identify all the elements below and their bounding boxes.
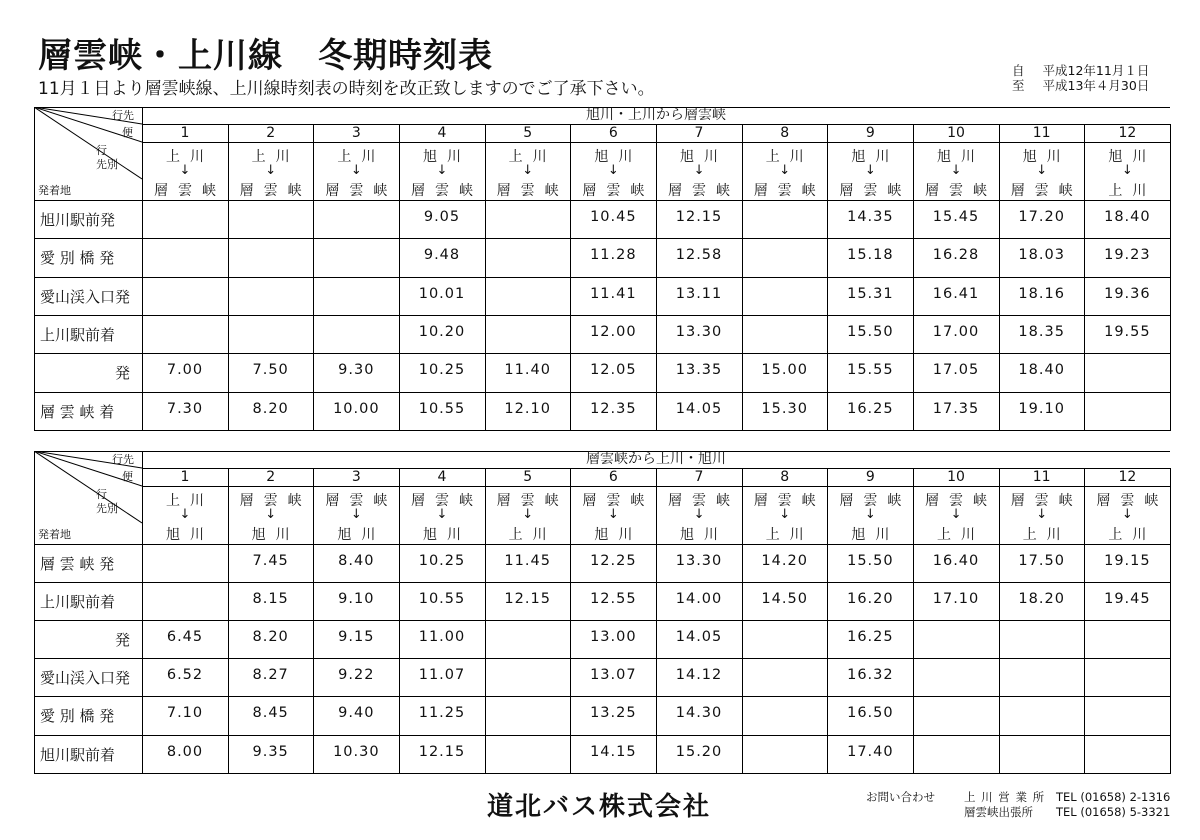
time-cell: 17.05	[932, 362, 980, 379]
direction-cell	[142, 142, 228, 200]
direction-from: 上川	[166, 493, 214, 509]
office-name: 層雲峡出張所	[964, 805, 1033, 819]
stop-label: 上川駅前着	[40, 326, 116, 345]
arrow-down-icon: ↓	[864, 507, 876, 522]
direction-from: 旭川	[680, 149, 729, 165]
stop-label: 旭川駅前着	[40, 745, 116, 764]
direction-cell	[228, 142, 314, 200]
direction-cell	[485, 486, 571, 544]
direction-cell	[742, 142, 828, 200]
time-cell: 6.52	[166, 667, 204, 684]
validity-period	[1012, 63, 1149, 93]
origin-destination-label: 発着地	[38, 528, 71, 541]
bin-number: 7	[694, 125, 704, 141]
bin-number: 6	[608, 125, 618, 141]
arrow-down-icon: ↓	[779, 163, 791, 178]
time-cell: 7.00	[166, 362, 204, 379]
bin-number: 2	[266, 469, 276, 485]
time-cell: 19.45	[1104, 591, 1151, 608]
arrow-down-icon: ↓	[522, 163, 534, 178]
line-type-label: 行	[96, 488, 107, 501]
bin-label: 便	[122, 470, 133, 483]
time-cell: 8.20	[252, 629, 289, 646]
direction-cell	[313, 486, 399, 544]
stop-label: 旭川駅前発	[40, 211, 116, 230]
direction-cell	[399, 486, 485, 544]
direction-to: 層雲峡	[582, 183, 655, 199]
bin-number: 5	[523, 469, 533, 485]
arrow-down-icon: ↓	[179, 163, 191, 178]
time-cell: 14.12	[675, 667, 723, 684]
time-cell: 12.15	[675, 209, 723, 226]
direction-from: 層雲峡	[325, 493, 398, 509]
direction-to: 旭川	[337, 527, 386, 543]
arrow-down-icon: ↓	[950, 163, 962, 178]
time-cell: 14.30	[675, 705, 723, 722]
stop-label: 愛 別 橋 発	[40, 707, 115, 726]
bin-number: 4	[437, 469, 447, 485]
time-cell: 10.45	[590, 209, 637, 226]
direction-cell	[570, 142, 656, 200]
validity-to-label: 至	[1012, 78, 1025, 93]
bin-number: 8	[780, 125, 790, 141]
line-type-label: 行	[96, 144, 107, 157]
time-cell: 17.10	[932, 591, 980, 608]
bin-number: 11	[1032, 469, 1051, 485]
time-cell: 12.15	[504, 591, 551, 608]
destination-label: 行先	[112, 453, 134, 466]
time-cell: 8.40	[338, 553, 375, 570]
stop-label: 発	[114, 631, 130, 650]
time-cell: 14.35	[847, 209, 894, 226]
time-cell: 18.35	[1018, 324, 1065, 341]
time-cell: 18.40	[1018, 362, 1065, 379]
time-cell: 13.35	[675, 362, 723, 379]
time-cell: 10.25	[418, 362, 466, 379]
bin-number: 2	[266, 125, 276, 141]
page-title: 層雲峡・上川線 冬期時刻表	[38, 36, 493, 76]
direction-cell	[485, 142, 571, 200]
direction-from: 旭川	[1108, 149, 1157, 165]
time-cell: 16.40	[932, 553, 980, 570]
bin-number: 6	[608, 469, 618, 485]
direction-to: 層雲峡	[668, 183, 741, 199]
direction-to: 上川	[1108, 183, 1157, 199]
direction-from: 旭川	[1022, 149, 1071, 165]
time-cell: 11.25	[418, 705, 466, 722]
time-cell: 10.25	[418, 553, 466, 570]
time-cell: 10.00	[333, 400, 380, 417]
time-cell: 15.50	[847, 324, 894, 341]
time-cell: 9.05	[423, 209, 461, 226]
time-cell: 12.15	[418, 743, 466, 760]
line-type-label: 先別	[96, 158, 118, 171]
direction-to: 層雲峡	[325, 183, 398, 199]
direction-from: 旭川	[423, 149, 471, 165]
arrow-down-icon: ↓	[693, 163, 705, 178]
direction-from: 旭川	[937, 149, 986, 165]
time-cell: 19.15	[1104, 553, 1151, 570]
arrow-down-icon: ↓	[1121, 163, 1133, 178]
direction-from: 上川	[251, 149, 300, 165]
direction-from: 層雲峡	[1010, 493, 1083, 509]
direction-to: 層雲峡	[753, 183, 826, 199]
arrow-down-icon: ↓	[522, 507, 534, 522]
direction-cell	[742, 486, 828, 544]
direction-to: 旭川	[166, 527, 214, 543]
bin-number: 3	[351, 469, 361, 485]
time-cell: 12.00	[590, 324, 637, 341]
bin-number: 8	[780, 469, 790, 485]
direction-cell	[827, 486, 913, 544]
bin-number: 1	[180, 469, 190, 485]
timetable-from-sounkyo	[34, 451, 1170, 773]
direction-to: 上川	[1108, 527, 1157, 543]
time-cell: 7.10	[166, 705, 204, 722]
stop-label: 層 雲 峡 着	[40, 402, 115, 421]
arrow-down-icon: ↓	[436, 507, 448, 522]
time-cell: 12.10	[504, 400, 551, 417]
time-cell: 15.00	[761, 362, 808, 379]
time-cell: 15.18	[847, 247, 894, 264]
validity-from-label: 自	[1012, 63, 1025, 78]
bin-number: 12	[1118, 469, 1137, 485]
direction-cell	[827, 142, 913, 200]
time-cell: 12.05	[590, 362, 637, 379]
direction-from: 層雲峡	[925, 493, 998, 509]
direction-to: 層雲峡	[154, 183, 226, 199]
time-cell: 8.00	[166, 743, 204, 760]
bin-number: 10	[947, 469, 965, 485]
bin-number: 5	[523, 125, 533, 141]
time-cell: 16.20	[847, 591, 894, 608]
time-cell: 13.07	[590, 667, 637, 684]
time-cell: 10.01	[418, 285, 466, 302]
arrow-down-icon: ↓	[265, 163, 277, 178]
direction-from: 上川	[508, 149, 557, 165]
contact-info	[866, 790, 1170, 820]
direction-to: 旭川	[423, 527, 471, 543]
direction-to: 上川	[1022, 527, 1071, 543]
contact-label: お問い合わせ	[866, 790, 935, 804]
stop-label: 愛山渓入口発	[40, 669, 131, 688]
direction-from: 層雲峡	[1096, 493, 1169, 509]
time-cell: 14.50	[761, 591, 808, 608]
direction-from: 層雲峡	[411, 493, 483, 509]
time-cell: 15.20	[675, 743, 723, 760]
time-cell: 14.20	[761, 553, 808, 570]
direction-from: 上川	[337, 149, 386, 165]
time-cell: 9.15	[338, 629, 375, 646]
direction-to: 層雲峡	[496, 183, 569, 199]
time-cell: 11.07	[418, 667, 466, 684]
validity-to-date: 平成13年４月30日	[1042, 78, 1150, 93]
arrow-down-icon: ↓	[864, 163, 876, 178]
direction-to: 上川	[765, 527, 814, 543]
bin-number: 9	[865, 469, 875, 485]
time-cell: 9.40	[338, 705, 375, 722]
time-cell: 14.05	[675, 629, 723, 646]
direction-to: 旭川	[680, 527, 729, 543]
direction-cell	[999, 142, 1085, 200]
direction-to: 旭川	[594, 527, 643, 543]
time-cell: 12.35	[590, 400, 637, 417]
time-cell: 15.50	[847, 553, 894, 570]
time-cell: 11.28	[590, 247, 637, 264]
direction-cell	[142, 486, 228, 544]
direction-to: 上川	[937, 527, 986, 543]
office-tel: TEL (01658) 5-3321	[1056, 805, 1171, 819]
time-cell: 16.32	[847, 667, 894, 684]
direction-cell	[1084, 486, 1170, 544]
destination-label: 行先	[112, 109, 134, 122]
time-cell: 8.20	[252, 400, 289, 417]
time-cell: 14.05	[675, 400, 723, 417]
time-cell: 8.27	[252, 667, 289, 684]
time-cell: 9.35	[252, 743, 289, 760]
validity-from-date: 平成12年11月１日	[1042, 63, 1150, 78]
office-name: 上 川 営 業 所	[964, 790, 1046, 804]
line-type-label: 先別	[96, 502, 118, 515]
direction-from: 層雲峡	[668, 493, 741, 509]
time-cell: 11.45	[504, 553, 551, 570]
time-cell: 12.25	[590, 553, 637, 570]
time-cell: 10.20	[418, 324, 466, 341]
time-cell: 18.03	[1018, 247, 1065, 264]
direction-to: 層雲峡	[1010, 183, 1083, 199]
time-cell: 9.22	[338, 667, 375, 684]
time-cell: 15.30	[761, 400, 808, 417]
arrow-down-icon: ↓	[1036, 507, 1048, 522]
time-cell: 9.48	[423, 247, 461, 264]
direction-to: 層雲峡	[411, 183, 483, 199]
bin-number: 4	[437, 125, 447, 141]
direction-from: 層雲峡	[496, 493, 569, 509]
direction-cell	[1084, 142, 1170, 200]
arrow-down-icon: ↓	[950, 507, 962, 522]
bin-number: 9	[865, 125, 875, 141]
time-cell: 19.55	[1104, 324, 1151, 341]
time-cell: 16.50	[847, 705, 894, 722]
direction-to: 層雲峡	[839, 183, 912, 199]
time-cell: 10.55	[418, 400, 466, 417]
direction-cell	[228, 486, 314, 544]
timetable-to-sounkyo	[34, 107, 1170, 430]
direction-cell	[913, 486, 999, 544]
stop-label: 愛 別 橋 発	[40, 249, 115, 268]
time-cell: 15.31	[847, 285, 894, 302]
company-name: 道北バス株式会社	[487, 792, 712, 822]
bin-number: 3	[351, 125, 361, 141]
time-cell: 13.30	[675, 553, 723, 570]
direction-from: 上川	[765, 149, 814, 165]
arrow-down-icon: ↓	[436, 163, 448, 178]
arrow-down-icon: ↓	[1121, 507, 1133, 522]
bin-number: 7	[694, 469, 704, 485]
time-cell: 7.30	[166, 400, 204, 417]
time-cell: 18.20	[1018, 591, 1065, 608]
time-cell: 13.25	[590, 705, 637, 722]
time-cell: 18.40	[1104, 209, 1151, 226]
stop-label: 発	[114, 364, 130, 383]
time-cell: 14.00	[675, 591, 723, 608]
time-cell: 19.23	[1104, 247, 1151, 264]
direction-from: 層雲峡	[839, 493, 912, 509]
route-title: 層雲峡から上川・旭川	[586, 451, 726, 467]
arrow-down-icon: ↓	[1036, 163, 1048, 178]
time-cell: 8.15	[252, 591, 289, 608]
direction-from: 上川	[166, 149, 214, 165]
time-cell: 16.25	[847, 629, 894, 646]
time-cell: 7.50	[252, 362, 289, 379]
time-cell: 15.55	[847, 362, 894, 379]
bin-number: 11	[1032, 125, 1051, 141]
stop-label: 層 雲 峡 発	[40, 555, 115, 574]
direction-from: 層雲峡	[753, 493, 826, 509]
arrow-down-icon: ↓	[607, 163, 619, 178]
stop-label: 上川駅前着	[40, 593, 116, 612]
stop-label: 愛山渓入口発	[40, 287, 131, 306]
time-cell: 9.10	[338, 591, 375, 608]
office-tel: TEL (01658) 2-1316	[1056, 790, 1171, 804]
direction-cell	[999, 486, 1085, 544]
time-cell: 13.30	[675, 324, 723, 341]
time-cell: 16.28	[932, 247, 980, 264]
route-title: 旭川・上川から層雲峡	[586, 107, 726, 123]
direction-to: 旭川	[851, 527, 900, 543]
time-cell: 17.35	[932, 400, 980, 417]
direction-cell	[913, 142, 999, 200]
direction-cell	[656, 486, 742, 544]
time-cell: 17.50	[1018, 553, 1065, 570]
bin-label: 便	[122, 126, 133, 139]
direction-cell	[656, 142, 742, 200]
time-cell: 17.00	[932, 324, 980, 341]
time-cell: 6.45	[166, 629, 204, 646]
time-cell: 13.00	[590, 629, 637, 646]
arrow-down-icon: ↓	[693, 507, 705, 522]
revision-notice: 11月１日より層雲峡線、上川線時刻表の時刻を改正致しますのでご了承下さい。	[38, 79, 655, 99]
bin-number: 12	[1118, 125, 1137, 141]
time-cell: 7.45	[252, 553, 289, 570]
time-cell: 12.58	[675, 247, 723, 264]
time-cell: 12.55	[590, 591, 637, 608]
time-cell: 17.40	[847, 743, 894, 760]
time-cell: 15.45	[932, 209, 980, 226]
origin-destination-label: 発着地	[38, 184, 71, 197]
time-cell: 16.41	[932, 285, 980, 302]
time-cell: 11.41	[590, 285, 637, 302]
direction-cell	[399, 142, 485, 200]
time-cell: 19.10	[1018, 400, 1065, 417]
time-cell: 18.16	[1018, 285, 1065, 302]
time-cell: 10.55	[418, 591, 466, 608]
direction-to: 旭川	[251, 527, 300, 543]
direction-to: 上川	[508, 527, 557, 543]
time-cell: 11.00	[418, 629, 466, 646]
direction-from: 旭川	[594, 149, 643, 165]
direction-cell	[313, 142, 399, 200]
direction-to: 層雲峡	[925, 183, 998, 199]
direction-to: 層雲峡	[239, 183, 312, 199]
arrow-down-icon: ↓	[779, 507, 791, 522]
arrow-down-icon: ↓	[350, 507, 362, 522]
time-cell: 17.20	[1018, 209, 1065, 226]
bin-number: 10	[947, 125, 965, 141]
bin-number: 1	[180, 125, 190, 141]
arrow-down-icon: ↓	[350, 163, 362, 178]
time-cell: 11.40	[504, 362, 551, 379]
direction-cell	[570, 486, 656, 544]
direction-from: 層雲峡	[239, 493, 312, 509]
time-cell: 13.11	[675, 285, 723, 302]
time-cell: 14.15	[590, 743, 637, 760]
time-cell: 9.30	[338, 362, 375, 379]
time-cell: 10.30	[333, 743, 380, 760]
arrow-down-icon: ↓	[265, 507, 277, 522]
direction-from: 層雲峡	[582, 493, 655, 509]
arrow-down-icon: ↓	[607, 507, 619, 522]
time-cell: 16.25	[847, 400, 894, 417]
time-cell: 19.36	[1104, 285, 1151, 302]
direction-from: 旭川	[851, 149, 900, 165]
time-cell: 8.45	[252, 705, 289, 722]
arrow-down-icon: ↓	[179, 507, 191, 522]
